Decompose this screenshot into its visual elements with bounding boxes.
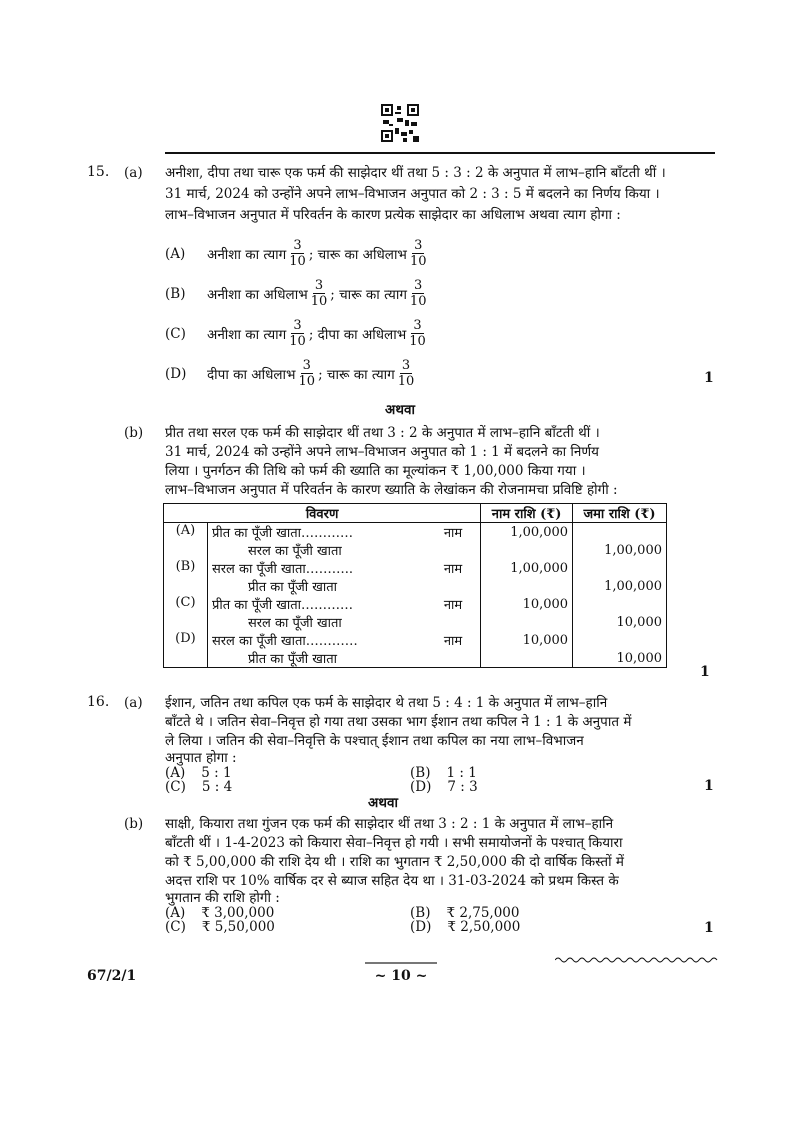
table-header-row bbox=[164, 504, 667, 523]
part-label: (a) bbox=[124, 165, 143, 181]
table-row: (D) सरल का पूँजी खाता………… नाम 10,000 bbox=[164, 631, 667, 649]
table-row: (A) प्रीत का पूँजी खाता………… नाम 1,00,000 bbox=[164, 523, 667, 542]
question-text: अनीशा, दीपा तथा चारू एक फर्म की साझेदार थीं तथा 5 : 3 : 2 के अनुपात में लाभ–हानि बाँटती थीं । 31 मार्च, 2024 को उन्होंने अपने लाभ–विभाजन अनुपात को 2 : 3 : 5 में बदलने का निर्णय किया । लाभ–विभाजन अनुपात में परिवर्तन के कारण प्रत्येक साझेदार का अधिलाभ अथवा त्याग होगा : bbox=[165, 165, 666, 223]
question-text: प्रीत तथा सरल एक फर्म की साझेदार थीं तथा 3 : 2 के अनुपात में लाभ–हानि बाँटती थीं । 31 मार्च, 2024 को उन्होंने अपने लाभ–विभाजन अनुपात को 1 : 1 में बदलने का निर्णय लिया । पुनर्गठन की तिथि को फर्म की ख्याति का मूल्यांकन ₹ 1,00,000 किया गया । लाभ–विभाजन अनुपात में परिवर्तन के कारण ख्याति के लेखांकन की रोजनामचा प्रविष्टि होगी : bbox=[165, 425, 618, 498]
table-row: सरल का पूँजी खाता 1,00,000 bbox=[164, 541, 667, 559]
marks: 1 bbox=[700, 664, 710, 680]
table-row: प्रीत का पूँजी खाता 1,00,000 bbox=[164, 577, 667, 595]
part-label: (b) bbox=[124, 816, 144, 832]
option-a[interactable]: (A) 5 : 1 bbox=[165, 765, 232, 781]
table-row: प्रीत का पूँजी खाता 10,000 bbox=[164, 649, 667, 668]
option-a[interactable]: (A) ₹ 3,00,000 bbox=[165, 905, 275, 921]
fraction: $\frac{3}{10}$ bbox=[409, 278, 427, 309]
fraction: $\frac{3}{10}$ bbox=[298, 358, 316, 389]
header-rule bbox=[165, 152, 715, 154]
question-text: साक्षी, कियारा तथा गुंजन एक फर्म की साझेदार थीं तथा 3 : 2 : 1 के अनुपात में लाभ–हानि बाँटती थीं । 1-4-2023 को कियारा सेवा–निवृत्त हो गयी । सभी समायोजनों के पश्चात् कियारा को ₹ 5,00,000 की राशि देय थी । राशि का भुगतान ₹ 2,50,000 की दो वार्षिक किस्तों में अदत्त राशि पर 10% वार्षिक दर से ब्याज सहित देय था । 31-03-2024 को प्रथम किस्त के भुगतान की राशि होगी : bbox=[165, 816, 624, 906]
table-row: (C) प्रीत का पूँजी खाता………… नाम 10,000 bbox=[164, 595, 667, 613]
or-separator: अथवा bbox=[368, 795, 398, 811]
or-separator: अथवा bbox=[385, 402, 415, 418]
part-label: (a) bbox=[124, 695, 143, 711]
option-d[interactable]: (D) 7 : 3 bbox=[410, 779, 478, 795]
option-b[interactable]: (B) ₹ 2,75,000 bbox=[410, 905, 520, 921]
question-text: ईशान, जतिन तथा कपिल एक फर्म के साझेदार थे तथा 5 : 4 : 1 के अनुपात में लाभ–हानि बाँटते थे । जतिन सेवा–निवृत्त हो गया तथा उसका भाग ईशान तथा कपिल ने 1 : 1 के अनुपात में ले लिया । जतिन की सेवा–निवृत्ति के पश्चात् ईशान तथा कपिल का नया लाभ–विभाजन अनुपात होगा : bbox=[165, 695, 632, 766]
marks: 1 bbox=[704, 370, 714, 386]
option-c[interactable]: (C) 5 : 4 bbox=[165, 779, 233, 795]
column-header: विवरण bbox=[164, 504, 481, 523]
option-d[interactable]: (D) ₹ 2,50,000 bbox=[410, 919, 521, 935]
table-row: सरल का पूँजी खाता 10,000 bbox=[164, 613, 667, 631]
marks: 1 bbox=[704, 778, 714, 794]
fraction: $\frac{3}{10}$ bbox=[310, 278, 328, 309]
footer-rule bbox=[365, 962, 437, 964]
question-number: 15. bbox=[87, 164, 110, 180]
fraction: $\frac{3}{10}$ bbox=[289, 238, 306, 269]
option-d[interactable]: (D) दीपा का अधिलाभ $\frac{3}{10}$ ; चारू का त्याग $\frac{3}{10}$ bbox=[165, 358, 415, 389]
qr-code-icon bbox=[381, 104, 419, 142]
column-header: नाम राशि (₹) bbox=[481, 504, 573, 523]
option-b[interactable]: (B) 1 : 1 bbox=[410, 765, 477, 781]
fraction: $\frac{3}{10}$ bbox=[409, 318, 426, 349]
table-row: (B) सरल का पूँजी खाता……….. नाम 1,00,000 bbox=[164, 559, 667, 577]
option-a[interactable]: (A) अनीशा का त्याग $\frac{3}{10}$ ; चारू का अधिलाभ $\frac{3}{10}$ bbox=[165, 238, 427, 269]
column-header: जमा राशि (₹) bbox=[573, 504, 667, 523]
fraction: $\frac{3}{10}$ bbox=[289, 318, 306, 349]
option-b[interactable]: (B) अनीशा का अधिलाभ $\frac{3}{10}$ ; चारू का त्याग $\frac{3}{10}$ bbox=[165, 278, 427, 309]
fraction: $\frac{3}{10}$ bbox=[409, 238, 427, 269]
fraction: $\frac{3}{10}$ bbox=[397, 358, 415, 389]
part-label: (b) bbox=[124, 425, 144, 441]
option-c[interactable]: (C) ₹ 5,50,000 bbox=[165, 919, 275, 935]
question-number: 16. bbox=[87, 694, 110, 710]
end-wavy-line bbox=[555, 955, 720, 965]
journal-table bbox=[163, 503, 667, 668]
marks: 1 bbox=[704, 920, 714, 936]
page-number: ~ 10 ~ bbox=[374, 968, 428, 984]
option-c[interactable]: (C) अनीशा का त्याग $\frac{3}{10}$ ; दीपा का अधिलाभ $\frac{3}{10}$ bbox=[165, 318, 426, 349]
paper-code: 67/2/1 bbox=[87, 968, 137, 984]
